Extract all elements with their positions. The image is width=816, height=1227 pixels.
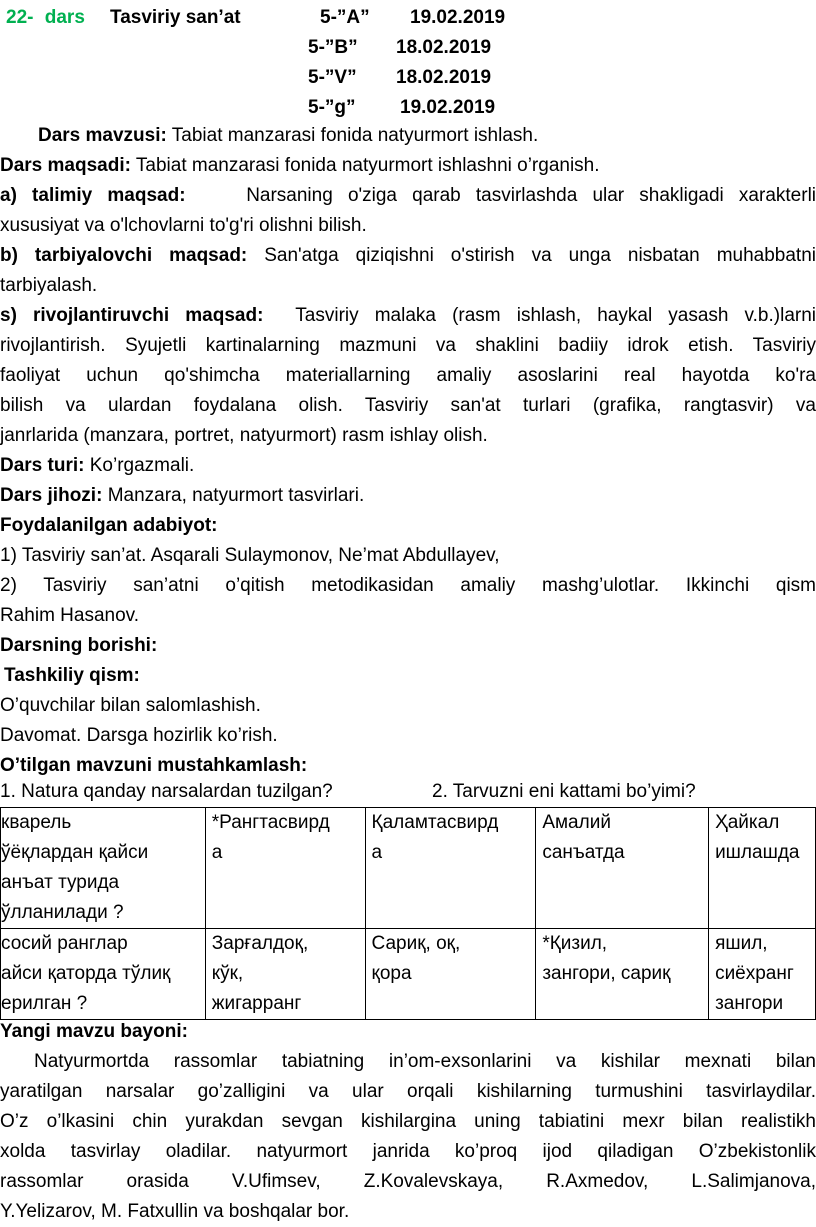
goal-s-text: Tasviriy malaka (rasm ishlash, haykal yasash v.b.)larni [295,305,816,326]
goal-s-text-cont: rivojlantirish. Syujetli kartinalarning mazmuni va shaklini badiiy idrok etish. Tasviriy [0,335,816,356]
goal-b-block [0,241,816,301]
topic-line [38,121,538,151]
class-date: 19.02.2019 [410,7,506,28]
literature-item: 2) Tasviriy san’atni o’qitish metodikasidan amaliy mashg’ulotlar. Ikkinchi qism Rahim Hasanov. [0,575,816,626]
type-label: Dars turi: [0,455,85,476]
class-date: 18.02.2019 [396,67,492,88]
review-question: 1. Natura qanday narsalardan tuzilgan? [0,781,333,802]
goal-b-label: b) tarbiyalovchi maqsad: [0,245,248,266]
type-text: Ko’rgazmali. [89,455,195,476]
class-label: 5-”g” [308,97,356,118]
equipment-label: Dars jihozi: [0,485,103,506]
class-date: 19.02.2019 [400,97,496,118]
org-heading: Tashkiliy qism: [4,665,140,686]
class-date: 18.02.2019 [396,37,492,58]
goal-s-text-cont: faoliyat uchun qo'shimcha materiallarning amaliy asoslarini real hayotda ko'ra [0,365,816,386]
table-cell: Зарғалдоқ, кўк, жигарранг [205,929,365,1020]
goal-b-text-cont: tarbiyalash. [0,275,98,296]
literature-item: 1) Tasviriy san’at. Asqarali Sulaymonov, Ne’mat Abdullayev, [0,545,500,566]
goal-b-text: San'atga qiziqishni o'stirish va unga nisbatan muhabbatni [264,245,816,266]
goal-label: Dars maqsadi: [0,155,131,176]
goal-line [0,151,600,181]
goal-a-block [0,181,816,241]
class-label: 5-”A” [320,7,370,28]
class-label: 5-”B” [308,37,358,58]
table-cell: Амалий санъатда [536,808,709,929]
lesson-number-value: 22- [6,7,34,28]
table-row [1,929,816,1020]
goal-a-text: Narsaning o'ziga qarab tasvirlashda ular shakligadi xarakterli [246,185,816,206]
type-line [0,451,194,481]
new-topic-paragraph: Natyurmortda rassomlar tabiatning in’om-exsonlarini va kishilar mexnati bilan yaratilgan narsalar go’zalligini va ular orqali kishilarning turmushini tasvirlaydilar. O’z o’lkasini chin yurakdan sevgan kishilargina uning tabiatini mexr bilan realistikh xolda tasvirlay oladilar. natyurmort janrida ko’proq ijod qiladigan O’zbekistonlik rassomlar orasida V.Ufimsev, Z.Kovalevskaya, R.Axmedov, L.Salimjanova, Y.Yelizarov, M. Fatxullin va boshqalar bor. [0,1051,816,1222]
table-cell: сосий ранглар айси қаторда тўлиқ ерилган ? [1,929,206,1020]
lesson-word: dars [44,7,85,28]
goal-s-block [0,301,816,451]
goal-a-text-cont: xususiyat va o'lchovlarni to'g'ri olishni bilish. [0,215,367,236]
table-cell: *Рангтасвирд а [205,808,365,929]
table-cell: *Қизил, зангори, сариқ [536,929,709,1020]
table-cell: яшил, сиёхранг зангори [709,929,816,1020]
goal-a-label: a) talimiy maqsad: [0,185,186,206]
table-cell: кварель ўёқлардан қайси анъат турида ўлланилади ? [1,808,206,929]
subject-title: Tasviriy san’at [110,7,241,28]
table-row [1,808,816,929]
goal-text: Tabiat manzarasi fonida natyurmort ishlashni o’rganish. [135,155,600,176]
org-item: Davomat. Darsga hozirlik ko’rish. [0,725,278,746]
table-cell: Сариқ, оқ, қора [365,929,536,1020]
goal-s-label: s) rivojlantiruvchi maqsad: [0,305,264,326]
table-cell: Ҳайкал ишлашда [709,808,816,929]
table-cell: Қаламтасвирд а [365,808,536,929]
new-topic-heading: Yangi mavzu bayoni: [0,1021,188,1042]
org-item: O’quvchilar bilan salomlashish. [0,695,261,716]
class-label: 5-”V” [308,67,357,88]
quiz-table [0,807,816,1020]
goal-s-text-cont: bilish va ulardan foydalana olish. Tasviriy san'at turlari (grafika, rangtasvir) va [0,395,816,416]
literature-heading: Foydalanilgan adabiyot: [0,515,218,536]
equipment-text: Manzara, natyurmort tasvirlari. [107,485,365,506]
process-heading: Darsning borishi: [0,635,158,656]
topic-label: Dars mavzusi: [38,125,167,146]
equipment-line [0,481,364,511]
lesson-number [6,3,85,33]
goal-s-text-cont: janrlarida (manzara, portret, natyurmort) rasm ishlay olish. [0,425,488,446]
review-question: 2. Tarvuzni eni kattami bo’yimi? [432,781,696,802]
topic-text: Tabiat manzarasi fonida natyurmort ishlash. [171,125,539,146]
review-heading: O’tilgan mavzuni mustahkamlash: [0,755,308,776]
